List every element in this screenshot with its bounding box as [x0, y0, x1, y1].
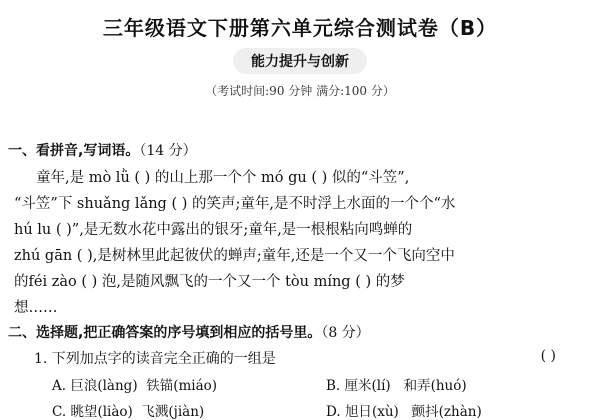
option-pinyin: (xù)	[371, 404, 399, 420]
section-2-title: 二、选择题,把正确答案的序号填到相应的括号里。	[8, 325, 322, 341]
option-label: C.	[52, 404, 67, 420]
section-1-heading	[8, 140, 197, 160]
section-1-line-5: 的féi zào ( ) 泡,是随风飘飞的一个又一个 tòu míng ( ) 的梦	[14, 274, 405, 290]
section-1-line-2: “斗笠”下 shuǎng lǎng ( ) 的笑声;童年,是不时浮上水面的一个个“水	[14, 196, 456, 212]
option-word: 厘米	[344, 378, 372, 394]
option-word: 和弄	[403, 378, 431, 394]
option-d	[326, 400, 482, 420]
option-pinyin: (làng)	[97, 378, 138, 394]
option-word: 眺望	[70, 404, 98, 420]
section-1-score: （14 分）	[139, 143, 197, 159]
section-1-line-6: 想……	[14, 300, 58, 316]
option-label: A.	[52, 378, 67, 394]
section-1-line-4: zhú gān ( ),是树林里此起彼伏的蝉声;童年,还是一个又一个飞向空中	[14, 248, 455, 264]
option-label: B.	[326, 378, 341, 394]
section-2-heading	[8, 322, 370, 342]
option-word: 颤抖	[411, 404, 439, 420]
section-1-line-3: hú lu ( )”,是无数水花中露出的银牙;童年,是一根根粘向鸣蝉的	[14, 222, 413, 238]
section-1-title: 一、看拼音,写词语。	[8, 143, 140, 159]
question-1-text: 1. 下列加点字的读音完全正确的一组是	[34, 351, 276, 367]
exam-meta: （考试时间:90 分钟 满分:100 分）	[205, 84, 395, 98]
option-word: 铁锚	[146, 378, 174, 394]
option-b	[326, 374, 467, 394]
option-pinyin: (zhàn)	[438, 404, 482, 420]
subtitle-wrap	[0, 48, 600, 74]
section-1-line-1: 童年,是 mò lǜ ( ) 的山上那一个个 mó gu ( ) 似的“斗笠”,	[36, 170, 410, 186]
option-c	[52, 400, 204, 420]
option-a	[52, 374, 217, 394]
option-word: 巨浪	[70, 378, 98, 394]
option-word: 飞溅	[141, 404, 169, 420]
option-pinyin: (miáo)	[173, 378, 218, 394]
option-pinyin: (huó)	[430, 378, 467, 394]
exam-title: 三年级语文下册第六单元综合测试卷（B）	[102, 16, 498, 40]
option-label: D.	[326, 404, 341, 420]
question-1-answer-bracket: ( )	[540, 348, 556, 364]
option-pinyin: (lí)	[371, 378, 391, 394]
section-2-score: （8 分）	[321, 325, 370, 341]
option-word: 旭日	[344, 404, 372, 420]
option-pinyin: (liào)	[97, 404, 133, 420]
option-pinyin: (jiàn)	[168, 404, 205, 420]
subtitle-badge: 能力提升与创新	[233, 48, 367, 74]
